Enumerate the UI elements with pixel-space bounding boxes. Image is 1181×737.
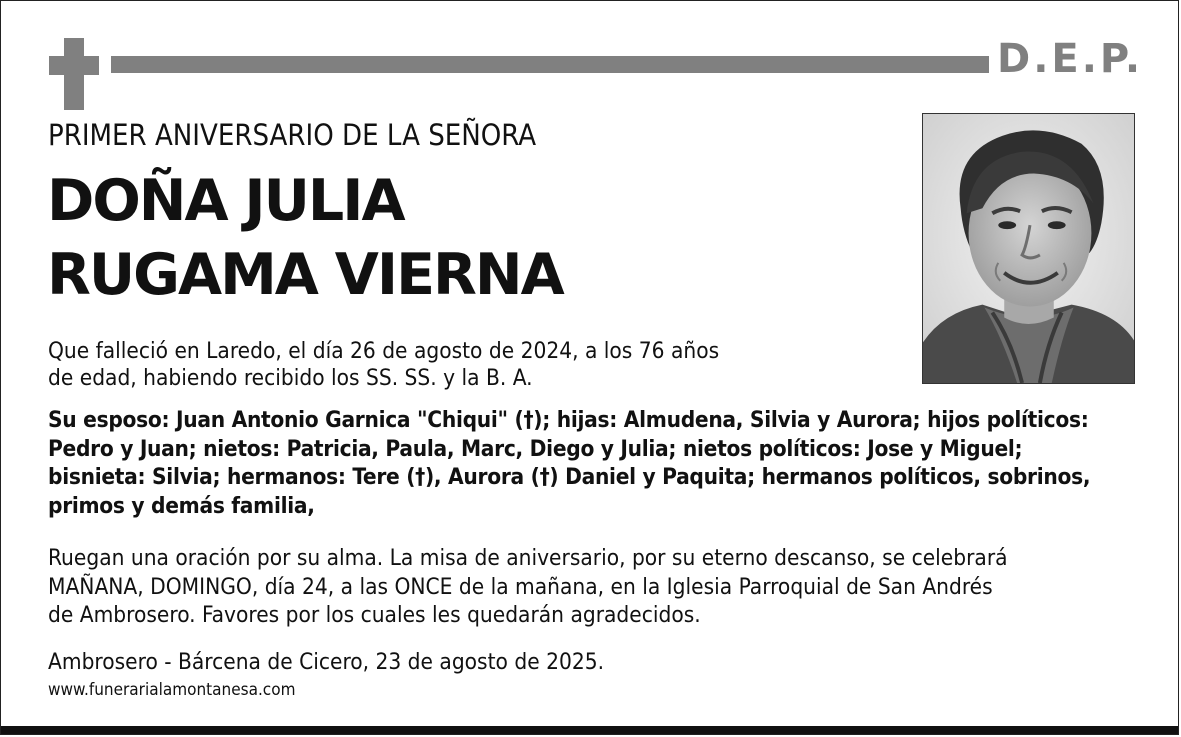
death-details-line1: Que falleció en Laredo, el día 26 de agosto de 2024, a los 76 años [48,338,720,364]
place-and-date: Ambrosero - Bárcena de Cicero, 23 de agosto de 2025. [48,649,605,675]
family-list-line3: bisnieta: Silvia; hermanos: Tere (†), Aurora (†) Daniel y Paquita; hermanos políticos, sobrinos, [48,464,1091,490]
cross-icon [49,38,99,110]
death-details-line2: de edad, habiendo recibido los SS. SS. y la B. A. [48,365,533,391]
deceased-name-line2: RUGAMA VIERNA [47,242,563,308]
family-list-line4: primos y demás familia, [48,492,315,519]
death-details [48,338,808,392]
dep-label: D.E.P. [997,36,1144,82]
funeral-home-website: www.funerarialamontanesa.com [48,680,296,700]
header-rule [111,56,989,73]
mass-announcement [48,544,1138,630]
portrait-illustration [923,114,1134,383]
deceased-name-line1: DOÑA JULIA [47,168,404,234]
family-list-line2: Pedro y Juan; nietos: Patricia, Paula, Marc, Diego y Julia; nietos políticos: Jose y Miguel; [48,435,1023,462]
mass-announcement-line1: Ruegan una oración por su alma. La misa de aniversario, por su eterno descanso, se celebrará [48,545,1008,571]
mass-announcement-line3: de Ambrosero. Favores por los cuales les quedarán agradecidos. [48,602,701,628]
family-list [48,406,1138,520]
deceased-name [47,164,563,312]
bottom-border [1,726,1178,734]
mass-announcement-line2: MAÑANA, DOMINGO, día 24, a las ONCE de la mañana, en la Iglesia Parroquial de San Andrés [48,573,993,600]
portrait-photo [922,113,1135,384]
family-list-line1: Su esposo: Juan Antonio Garnica "Chiqui" (†); hijas: Almudena, Silvia y Aurora; hijos políticos: [48,407,1089,433]
anniversary-subtitle: PRIMER ANIVERSARIO DE LA SEÑORA [48,118,537,152]
